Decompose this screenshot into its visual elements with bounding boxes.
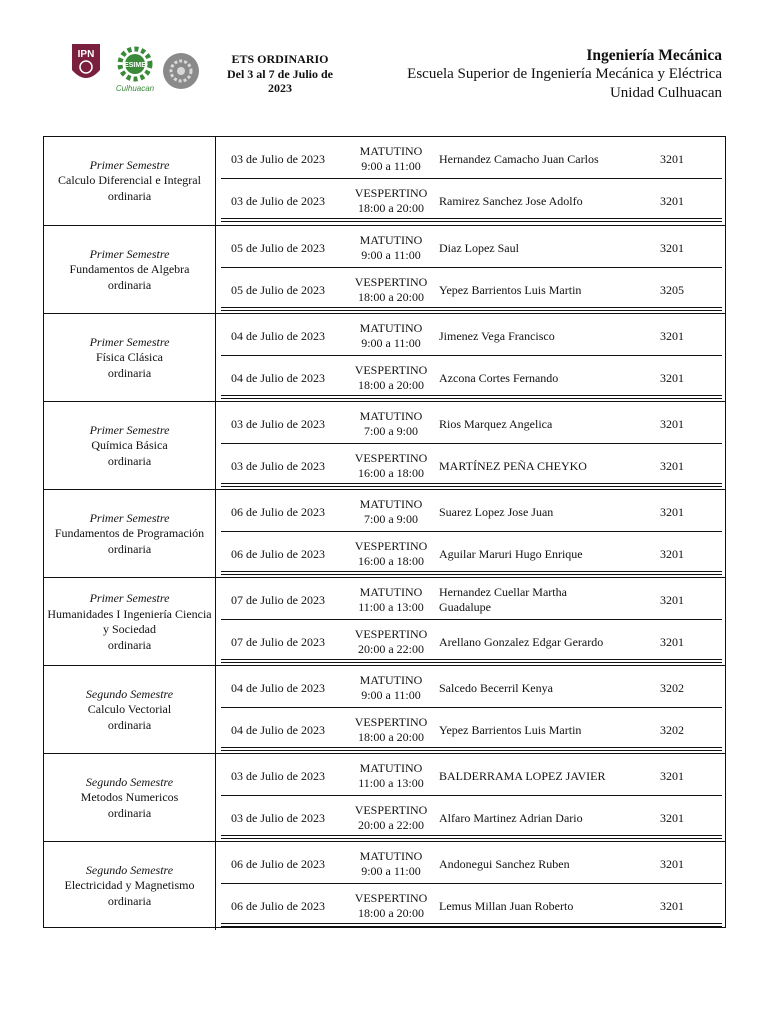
semester-label: Primer Semestre (89, 591, 170, 605)
shift-time: 11:00 a 13:00 (358, 600, 424, 614)
shift-name: MATUTINO (359, 409, 423, 423)
exam-type: ordinaria (107, 188, 152, 203)
row-divider (221, 267, 722, 268)
exam-shift (345, 580, 437, 620)
shift-name: VESPERTINO (354, 363, 428, 377)
exam-type: ordinaria (107, 277, 152, 292)
exam-row (221, 622, 722, 662)
semester-label: Primer Semestre (89, 334, 170, 349)
teacher-name: Azcona Cortes Fernando (439, 370, 559, 385)
shift-name: VESPERTINO (354, 451, 428, 465)
semester-label: Primer Semestre (89, 422, 170, 437)
exam-date: 03 de Julio de 2023 (231, 768, 325, 783)
exam-shift (345, 358, 437, 398)
school-info (407, 46, 722, 103)
exam-row (221, 710, 722, 750)
subject-cell (44, 314, 216, 402)
exam-schedule-table (43, 136, 726, 928)
exam-type: ordinaria (107, 717, 152, 732)
subject-name: Humanidades I Ingeniería Ciencia y Sociedad (47, 606, 212, 636)
group-divider (221, 483, 722, 487)
subject-group (44, 577, 725, 666)
subject-group (44, 753, 725, 842)
teacher-name: Yepez Barrientos Luis Martin (439, 282, 582, 297)
shift-time: 9:00 a 11:00 (361, 248, 421, 262)
shift-name: MATUTINO (359, 849, 423, 863)
shift-time: 18:00 a 20:00 (358, 378, 424, 392)
shift-time: 7:00 a 9:00 (364, 512, 418, 526)
exam-date: 03 de Julio de 2023 (231, 193, 325, 208)
subject-cell (44, 137, 216, 225)
shift-time: 9:00 a 11:00 (361, 336, 421, 350)
exam-shift (345, 270, 437, 310)
shift-time: 9:00 a 11:00 (361, 864, 421, 878)
subject-cell (44, 490, 216, 578)
room-number: 3201 (660, 193, 684, 208)
subject-group (44, 489, 725, 578)
teacher-name: Alfaro Martinez Adrian Dario (439, 810, 583, 825)
school-name: Escuela Superior de Ingeniería Mecánica y Eléctrica (407, 66, 722, 82)
exam-date: 03 de Julio de 2023 (231, 810, 325, 825)
shift-time: 11:00 a 13:00 (358, 776, 424, 790)
exam-row (221, 316, 722, 356)
exam-shift (345, 534, 437, 574)
group-divider (221, 395, 722, 399)
room-number: 3201 (660, 856, 684, 871)
shift-name: VESPERTINO (354, 186, 428, 200)
exam-date: 04 de Julio de 2023 (231, 680, 325, 695)
exam-type: ordinaria (107, 541, 152, 556)
row-divider (221, 355, 722, 356)
subject-name: Calculo Diferencial e Integral (58, 173, 201, 188)
subject-cell (44, 754, 216, 842)
exam-date: 03 de Julio de 2023 (231, 416, 325, 431)
subject-group (44, 665, 725, 754)
teacher-name: Andonegui Sanchez Ruben (439, 856, 570, 871)
room-number: 3201 (660, 592, 684, 607)
exam-date: 06 de Julio de 2023 (231, 898, 325, 913)
subject-group (44, 313, 725, 402)
teacher-name: Suarez Lopez Jose Juan (439, 504, 554, 519)
shift-time: 16:00 a 18:00 (358, 466, 424, 480)
subject-name: Fundamentos de Algebra (69, 262, 190, 277)
exam-shift (345, 844, 437, 884)
exam-row (221, 228, 722, 268)
career-name: Ingeniería Mecánica (586, 47, 722, 64)
exam-row (221, 492, 722, 532)
unit-name: Unidad Culhuacan (609, 85, 722, 101)
exam-type: ordinaria (107, 805, 152, 820)
teacher-name: Rios Marquez Angelica (439, 416, 553, 431)
room-number: 3201 (660, 416, 684, 431)
shift-time: 16:00 a 18:00 (358, 554, 424, 568)
group-divider (221, 307, 722, 311)
shift-time: 20:00 a 22:00 (358, 818, 424, 832)
shift-name: MATUTINO (359, 233, 423, 247)
semester-label: Primer Semestre (89, 246, 170, 261)
exam-row (221, 358, 722, 398)
exam-type: ordinaria (107, 893, 152, 908)
subject-group (44, 401, 725, 490)
exam-row (221, 270, 722, 310)
room-number: 3201 (660, 546, 684, 561)
shift-name: VESPERTINO (354, 275, 428, 289)
group-divider (221, 218, 722, 222)
exam-row (221, 756, 722, 796)
shift-name: MATUTINO (359, 585, 423, 599)
exam-row (221, 181, 722, 221)
exam-shift (345, 316, 437, 356)
teacher-name: Aguilar Maruri Hugo Enrique (439, 546, 583, 561)
esime-logo-text: ESIME (124, 62, 146, 69)
exam-shift (345, 710, 437, 750)
esime-logo (114, 44, 156, 94)
shift-name: VESPERTINO (354, 715, 428, 729)
shift-time: 9:00 a 11:00 (361, 159, 421, 173)
exam-type: ordinaria (107, 453, 152, 468)
group-divider (221, 835, 722, 839)
group-divider (221, 571, 722, 575)
row-divider (221, 707, 722, 708)
teacher-name: BALDERRAMA LOPEZ JAVIER (439, 768, 606, 783)
exam-shift (345, 886, 437, 926)
shift-name: MATUTINO (359, 497, 423, 511)
teacher-name: MARTÍNEZ PEÑA CHEYKO (439, 458, 587, 473)
group-divider (221, 923, 722, 927)
exam-shift (345, 622, 437, 662)
room-number: 3201 (660, 504, 684, 519)
semester-label: Segundo Semestre (85, 862, 174, 877)
exam-date: 07 de Julio de 2023 (231, 634, 325, 649)
exam-date: 06 de Julio de 2023 (231, 546, 325, 561)
exam-shift (345, 404, 437, 444)
exam-date: 05 de Julio de 2023 (231, 282, 325, 297)
shift-name: MATUTINO (359, 321, 423, 335)
teacher-name: Diaz Lopez Saul (439, 240, 519, 255)
subject-group (44, 841, 725, 930)
exam-shift (345, 668, 437, 708)
subject-cell (44, 842, 216, 930)
exam-shift (345, 139, 437, 179)
subject-name: Metodos Numericos (80, 790, 179, 805)
exam-dates: Del 3 al 7 de Julio de 2023 (226, 66, 333, 95)
room-number: 3202 (660, 722, 684, 737)
exam-title-block (220, 52, 340, 96)
exam-shift (345, 756, 437, 796)
subject-name: Química Básica (91, 438, 168, 453)
shift-name: MATUTINO (359, 144, 423, 158)
exam-shift (345, 492, 437, 532)
exam-row (221, 844, 722, 884)
room-number: 3201 (660, 810, 684, 825)
shift-time: 18:00 a 20:00 (358, 201, 424, 215)
exam-shift (345, 181, 437, 221)
exam-date: 04 de Julio de 2023 (231, 722, 325, 737)
exam-date: 07 de Julio de 2023 (231, 592, 325, 607)
subject-cell (44, 666, 216, 754)
shift-name: VESPERTINO (354, 803, 428, 817)
shift-time: 18:00 a 20:00 (358, 730, 424, 744)
room-number: 3205 (660, 282, 684, 297)
shift-name: VESPERTINO (354, 891, 428, 905)
school-seal-icon (162, 52, 200, 90)
row-divider (221, 795, 722, 796)
exam-date: 04 de Julio de 2023 (231, 328, 325, 343)
room-number: 3201 (660, 634, 684, 649)
subject-name: Calculo Vectorial (87, 702, 172, 717)
subject-group (44, 137, 725, 225)
row-divider (221, 443, 722, 444)
subject-cell (44, 226, 216, 314)
exam-row (221, 798, 722, 838)
room-number: 3201 (660, 328, 684, 343)
teacher-name: Salcedo Becerril Kenya (439, 680, 553, 695)
exam-row (221, 580, 722, 620)
room-number: 3202 (660, 680, 684, 695)
teacher-name: Hernandez Camacho Juan Carlos (439, 151, 599, 166)
shift-time: 18:00 a 20:00 (358, 290, 424, 304)
group-divider (221, 659, 722, 663)
subject-cell (44, 402, 216, 490)
exam-date: 06 de Julio de 2023 (231, 504, 325, 519)
subject-group (44, 225, 725, 314)
semester-label: Segundo Semestre (85, 774, 174, 789)
teacher-name: Lemus Millan Juan Roberto (439, 898, 574, 913)
room-number: 3201 (660, 151, 684, 166)
exam-shift (345, 228, 437, 268)
exam-date: 04 de Julio de 2023 (231, 370, 325, 385)
esime-gear-icon (114, 44, 156, 84)
exam-row (221, 446, 722, 486)
room-number: 3201 (660, 768, 684, 783)
exam-date: 06 de Julio de 2023 (231, 856, 325, 871)
exam-date: 03 de Julio de 2023 (231, 458, 325, 473)
teacher-name: Yepez Barrientos Luis Martin (439, 722, 582, 737)
subject-name: Física Clásica (96, 350, 163, 365)
teacher-name: Jimenez Vega Francisco (439, 328, 555, 343)
exam-date: 03 de Julio de 2023 (231, 151, 325, 166)
row-divider (221, 178, 722, 179)
room-number: 3201 (660, 240, 684, 255)
shift-name: MATUTINO (359, 761, 423, 775)
semester-label: Primer Semestre (89, 510, 170, 525)
row-divider (221, 883, 722, 884)
shift-name: VESPERTINO (354, 539, 428, 553)
teacher-name: Hernandez Cuellar Martha Guadalupe (439, 585, 567, 614)
shift-name: VESPERTINO (354, 627, 428, 641)
exam-date: 05 de Julio de 2023 (231, 240, 325, 255)
shift-time: 20:00 a 22:00 (358, 642, 424, 656)
teacher-name: Ramirez Sanchez Jose Adolfo (439, 193, 583, 208)
row-divider (221, 531, 722, 532)
exam-shift (345, 798, 437, 838)
row-divider (221, 619, 722, 620)
exam-row (221, 139, 722, 179)
exam-type: ordinaria (107, 637, 152, 652)
exam-type: ordinaria (107, 365, 152, 380)
group-divider (221, 747, 722, 751)
shift-name: MATUTINO (359, 673, 423, 687)
room-number: 3201 (660, 370, 684, 385)
ipn-logo (68, 40, 104, 86)
shift-time: 7:00 a 9:00 (364, 424, 418, 438)
ipn-logo-text: IPN (77, 49, 95, 60)
exam-row (221, 404, 722, 444)
esime-subtitle: Culhuacan (115, 84, 155, 93)
exam-row (221, 886, 722, 926)
subject-name: Electricidad y Magnetismo (64, 878, 195, 893)
exam-row (221, 668, 722, 708)
teacher-name: Arellano Gonzalez Edgar Gerardo (439, 634, 604, 649)
exam-row (221, 534, 722, 574)
room-number: 3201 (660, 898, 684, 913)
exam-title: ETS ORDINARIO (231, 52, 329, 66)
exam-shift (345, 446, 437, 486)
shift-time: 9:00 a 11:00 (361, 688, 421, 702)
subject-name: Fundamentos de Programación (54, 526, 205, 541)
semester-label: Segundo Semestre (85, 686, 174, 701)
semester-label: Primer Semestre (89, 157, 170, 172)
subject-cell (44, 578, 216, 666)
room-number: 3201 (660, 458, 684, 473)
document-header (0, 0, 768, 130)
shift-time: 18:00 a 20:00 (358, 906, 424, 920)
